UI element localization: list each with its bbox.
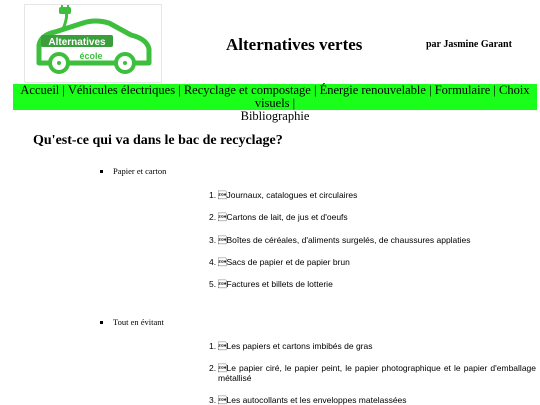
list-item	[209, 190, 536, 200]
main-navigation	[13, 83, 537, 123]
list-item	[209, 212, 536, 222]
list-item-text: Factures et billets de lotterie	[218, 279, 333, 289]
list-item	[209, 257, 536, 267]
list-item-text: Les autocollants et les enveloppes matelassées	[218, 395, 407, 405]
nav-separator: |	[310, 83, 320, 97]
nav-separator: |	[59, 83, 68, 97]
list-item-text: Journaux, catalogues et circulaires	[218, 190, 358, 200]
nav-separator: |	[289, 96, 296, 110]
list-number: 1.	[209, 341, 217, 351]
bullet-item: Tout en évitant	[113, 317, 164, 327]
site-title: Alternatives vertes	[226, 35, 363, 54]
bullet-item: Papier et carton	[113, 166, 167, 176]
list-item-text: Les papiers et cartons imbibés de gras	[218, 341, 373, 351]
list-item	[209, 235, 536, 245]
nav-link-formulaire[interactable]: Formulaire	[434, 83, 491, 97]
nav-separator: |	[175, 83, 184, 97]
list-item-text: Cartons de lait, de jus et d'oeufs	[218, 212, 348, 222]
list-number: 3.	[209, 395, 217, 405]
list-item	[209, 363, 536, 383]
nav-link-choix-visuels[interactable]: Choix visuels	[254, 83, 530, 110]
list-item-text: Sacs de papier et de papier brun	[218, 257, 350, 267]
list-item	[209, 395, 536, 405]
site-logo	[24, 4, 162, 83]
list-item-text: Boîtes de céréales, d'aliments surgelés, de chaussures applaties	[218, 235, 471, 245]
list-number: 2.	[209, 363, 217, 373]
nav-link-bibliographie[interactable]: Bibliographie	[240, 109, 310, 123]
list-item	[209, 279, 536, 289]
list-item-text: Le papier ciré, le papier peint, le papier photographique et le papier d'emballage métallisé	[218, 363, 536, 383]
logo-subtext: école	[79, 51, 103, 61]
nav-link-vehicules-electriques[interactable]: Véhicules électriques	[67, 83, 176, 97]
list-item	[209, 341, 536, 351]
list-number: 5.	[209, 279, 217, 289]
nav-link-accueil[interactable]: Accueil	[20, 83, 60, 97]
car-plug-logo-icon	[25, 5, 161, 82]
nav-separator: |	[490, 83, 500, 97]
list-number: 2.	[209, 212, 217, 222]
list-number: 3.	[209, 235, 217, 245]
author-byline: par Jasmine Garant	[426, 39, 512, 50]
nav-separator: |	[425, 83, 435, 97]
list-number: 4.	[209, 257, 217, 267]
section-heading: Qu'est-ce qui va dans le bac de recyclage?	[33, 133, 283, 148]
nav-link-energie-renouvelable[interactable]: Énergie renouvelable	[319, 83, 426, 97]
list-number: 1.	[209, 190, 217, 200]
nav-link-recyclage[interactable]: Recyclage et compostage	[183, 83, 311, 97]
logo-text: Alternatives	[48, 37, 106, 48]
